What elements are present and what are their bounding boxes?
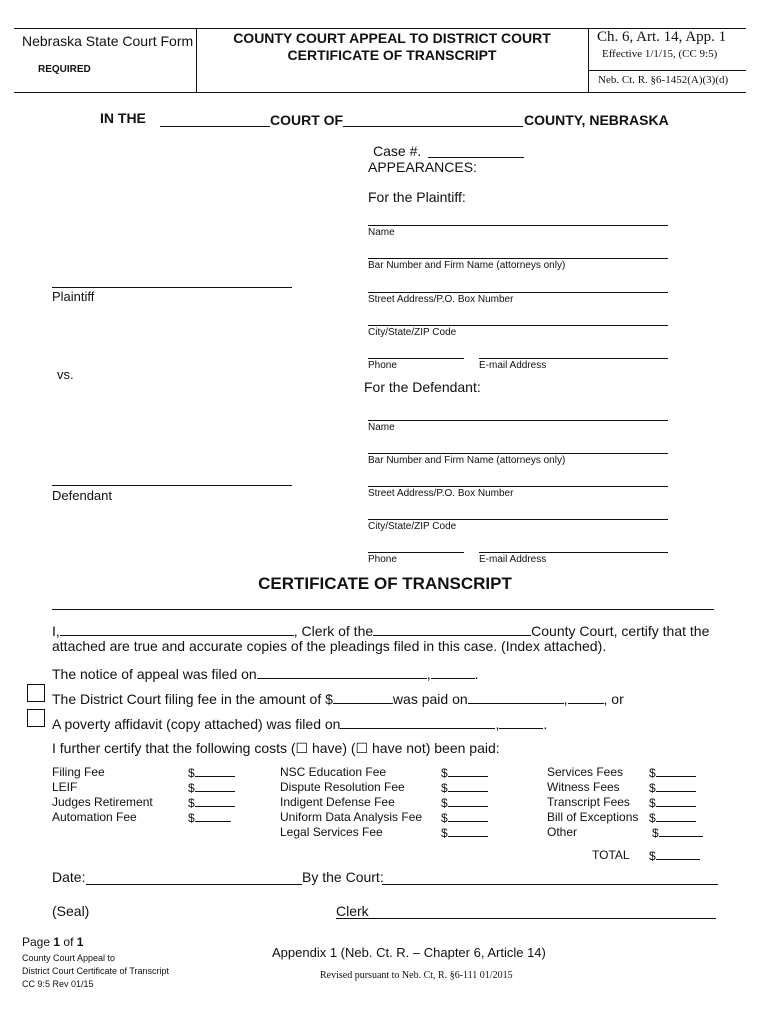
paid-on-label: was paid on: [392, 691, 468, 707]
costs-certify-line: I further certify that the following costs (☐ have) (☐ have not) been paid:: [52, 740, 500, 756]
county-court-certify-label: County Court, certify that the: [531, 623, 710, 639]
dollar-sign: $: [441, 796, 448, 810]
certify-line2: attached are true and accurate copies of the pleadings filed in this case. (Index attached).: [52, 638, 607, 654]
defendant-city-label: City/State/ZIP Code: [368, 521, 457, 532]
form-title-line2: CERTIFICATE OF TRANSCRIPT: [287, 47, 497, 63]
fee-services-amount[interactable]: [656, 765, 696, 777]
defendant-street-label: Street Address/P.O. Box Number: [368, 488, 514, 499]
dollar-sign: $: [441, 781, 448, 795]
fee-automation-label: Automation Fee: [52, 810, 137, 824]
required-label: REQUIRED: [38, 64, 91, 75]
plaintiff-party-field[interactable]: [52, 287, 292, 288]
poverty-year-field[interactable]: [499, 714, 543, 729]
dollar-sign: $: [441, 811, 448, 825]
clerk-name-field[interactable]: [60, 621, 294, 636]
fee-services-label: Services Fees: [547, 765, 624, 779]
footer-form-line2: District Court Certificate of Transcript: [22, 966, 170, 976]
fee-uniform-data-amount[interactable]: [448, 810, 488, 822]
in-the-label: IN THE: [100, 110, 146, 126]
dollar-sign: $: [188, 796, 195, 810]
footer-form-line1: County Court Appeal to: [22, 953, 116, 963]
revised-note: Revised pursuant to Neb. Ct, R. §6-111 01/2015: [320, 970, 513, 981]
certificate-title: CERTIFICATE OF TRANSCRIPT: [258, 574, 512, 593]
chapter-ref: Ch. 6, Art. 14, App. 1: [597, 29, 727, 45]
fee-indigent-label: Indigent Defense Fee: [280, 795, 395, 809]
defendant-name-field[interactable]: [368, 420, 668, 421]
fee-filing-amount[interactable]: [195, 765, 235, 777]
dollar-sign: $: [188, 781, 195, 795]
fee-other-amount[interactable]: [659, 825, 703, 837]
or-label: , or: [603, 691, 624, 707]
poverty-line: A poverty affidavit (copy attached) was filed on , .: [52, 716, 548, 732]
by-court-label: By the Court:: [302, 869, 384, 885]
fee-witness-amount[interactable]: [656, 780, 696, 792]
dollar-sign: $: [649, 849, 656, 863]
page-indicator: Page 1 of 1: [22, 935, 84, 949]
fee-dispute-amount[interactable]: [448, 780, 488, 792]
dollar-sign: $: [441, 766, 448, 780]
defendant-email-field[interactable]: [479, 552, 668, 553]
i-label: I,: [52, 623, 60, 639]
fee-uniform-data-label: Uniform Data Analysis Fee: [280, 810, 423, 824]
plaintiff-phone-field[interactable]: [368, 358, 464, 359]
plaintiff-email-label: E-mail Address: [479, 360, 547, 371]
dollar-sign: $: [188, 811, 195, 825]
dollar-sign: $: [649, 811, 656, 825]
fee-indigent-amount[interactable]: [448, 795, 488, 807]
case-number-field[interactable]: [428, 157, 524, 158]
fee-judges-amount[interactable]: [195, 795, 235, 807]
notice-date-field[interactable]: [257, 664, 427, 679]
clerk-label: Clerk: [336, 903, 369, 919]
total-label: TOTAL: [592, 848, 630, 862]
plaintiff-name-label: Name: [368, 227, 395, 238]
fee-legal-services-amount[interactable]: [448, 825, 488, 837]
plaintiff-street-label: Street Address/P.O. Box Number: [368, 294, 514, 305]
dollar-sign: $: [188, 766, 195, 780]
plaintiff-party-label: Plaintiff: [52, 289, 95, 304]
plaintiff-bar-field[interactable]: [368, 258, 668, 259]
plaintiff-street-field[interactable]: [368, 292, 668, 293]
defendant-heading: For the Defendant:: [364, 379, 481, 395]
defendant-party-label: Defendant: [52, 488, 112, 503]
fee-paid-date-field[interactable]: [468, 689, 564, 704]
plaintiff-heading: For the Plaintiff:: [368, 189, 466, 205]
fee-legal-services-label: Legal Services Fee: [280, 825, 383, 839]
filing-fee-checkbox[interactable]: [27, 684, 45, 702]
plaintiff-city-label: City/State/ZIP Code: [368, 327, 457, 338]
fee-bill-exceptions-label: Bill of Exceptions: [547, 810, 639, 824]
fee-filing-label: Filing Fee: [52, 765, 105, 779]
defendant-party-field[interactable]: [52, 485, 292, 486]
filing-fee-label: The District Court filing fee in the amount of $: [52, 691, 333, 707]
county-name-field[interactable]: [343, 126, 523, 127]
poverty-date-field[interactable]: [340, 714, 495, 729]
court-type-field[interactable]: [160, 126, 270, 127]
fee-transcript-amount[interactable]: [656, 795, 696, 807]
notice-label: The notice of appeal was filed on: [52, 666, 257, 682]
fee-nsc-amount[interactable]: [448, 765, 488, 777]
fee-bill-exceptions-amount[interactable]: [656, 810, 696, 822]
rule-ref: Neb. Ct. R. §6-1452(A)(3)(d): [598, 74, 729, 86]
appendix-label: Appendix 1 (Neb. Ct. R. – Chapter 6, Article 14): [272, 945, 546, 960]
court-signature-field[interactable]: [382, 884, 718, 885]
plaintiff-name-field[interactable]: [368, 225, 668, 226]
clerk-county-field[interactable]: [373, 621, 531, 636]
effective-date: Effective 1/1/15, (CC 9:5): [602, 48, 718, 60]
defendant-name-label: Name: [368, 422, 395, 433]
form-name: Nebraska State Court Form: [22, 33, 194, 49]
fee-leif-amount[interactable]: [195, 780, 235, 792]
dollar-sign: $: [649, 781, 656, 795]
certify-line1: [52, 621, 709, 639]
filing-fee-amount-field[interactable]: [333, 689, 393, 704]
county-nebraska-label: COUNTY, NEBRASKA: [524, 112, 669, 128]
date-field[interactable]: [86, 884, 302, 885]
fee-paid-year-field[interactable]: [568, 689, 604, 704]
appearances-label: APPEARANCES:: [368, 159, 477, 175]
fee-other-label: Other: [547, 825, 578, 839]
fee-automation-amount[interactable]: [195, 810, 231, 822]
footer-form-line3: CC 9:5 Rev 01/15: [22, 979, 94, 989]
court-of-label: COURT OF: [270, 112, 344, 128]
filing-fee-line: The District Court filing fee in the amount of $ was paid on , , or: [52, 691, 624, 707]
defendant-email-label: E-mail Address: [479, 554, 547, 565]
vs-label: vs.: [57, 367, 74, 382]
plaintiff-bar-label: Bar Number and Firm Name (attorneys only): [368, 260, 566, 271]
defendant-street-field[interactable]: [368, 486, 668, 487]
plaintiff-phone-label: Phone: [368, 360, 397, 371]
total-amount[interactable]: [656, 848, 700, 860]
dollar-sign: $: [649, 796, 656, 810]
defendant-bar-field[interactable]: [368, 453, 668, 454]
seal-label: (Seal): [52, 903, 90, 919]
plaintiff-email-field[interactable]: [479, 358, 668, 359]
clerk-signature-field[interactable]: [336, 918, 716, 919]
poverty-affidavit-checkbox[interactable]: [27, 709, 45, 727]
date-label: Date:: [52, 869, 86, 885]
poverty-label: A poverty affidavit (copy attached) was filed on: [52, 716, 341, 732]
dollar-sign: $: [652, 826, 659, 840]
fee-leif-label: LEIF: [52, 780, 78, 794]
notice-year-field[interactable]: [431, 664, 475, 679]
defendant-bar-label: Bar Number and Firm Name (attorneys only): [368, 455, 566, 466]
fee-judges-retirement-label: Judges Retirement: [52, 795, 153, 809]
case-number-label: Case #.: [373, 143, 422, 159]
dollar-sign: $: [441, 826, 448, 840]
fee-witness-label: Witness Fees: [547, 780, 620, 794]
defendant-phone-field[interactable]: [368, 552, 464, 553]
dollar-sign: $: [649, 766, 656, 780]
defendant-phone-label: Phone: [368, 554, 397, 565]
clerk-of-label: , Clerk of the: [293, 623, 374, 639]
form-title-line1: COUNTY COURT APPEAL TO DISTRICT COURT: [233, 30, 551, 46]
fee-transcript-label: Transcript Fees: [547, 795, 630, 809]
notice-line: The notice of appeal was filed on , .: [52, 666, 479, 682]
fee-dispute-label: Dispute Resolution Fee: [280, 780, 405, 794]
defendant-city-field[interactable]: [368, 519, 668, 520]
plaintiff-city-field[interactable]: [368, 325, 668, 326]
fee-nsc-label: NSC Education Fee: [280, 765, 387, 779]
